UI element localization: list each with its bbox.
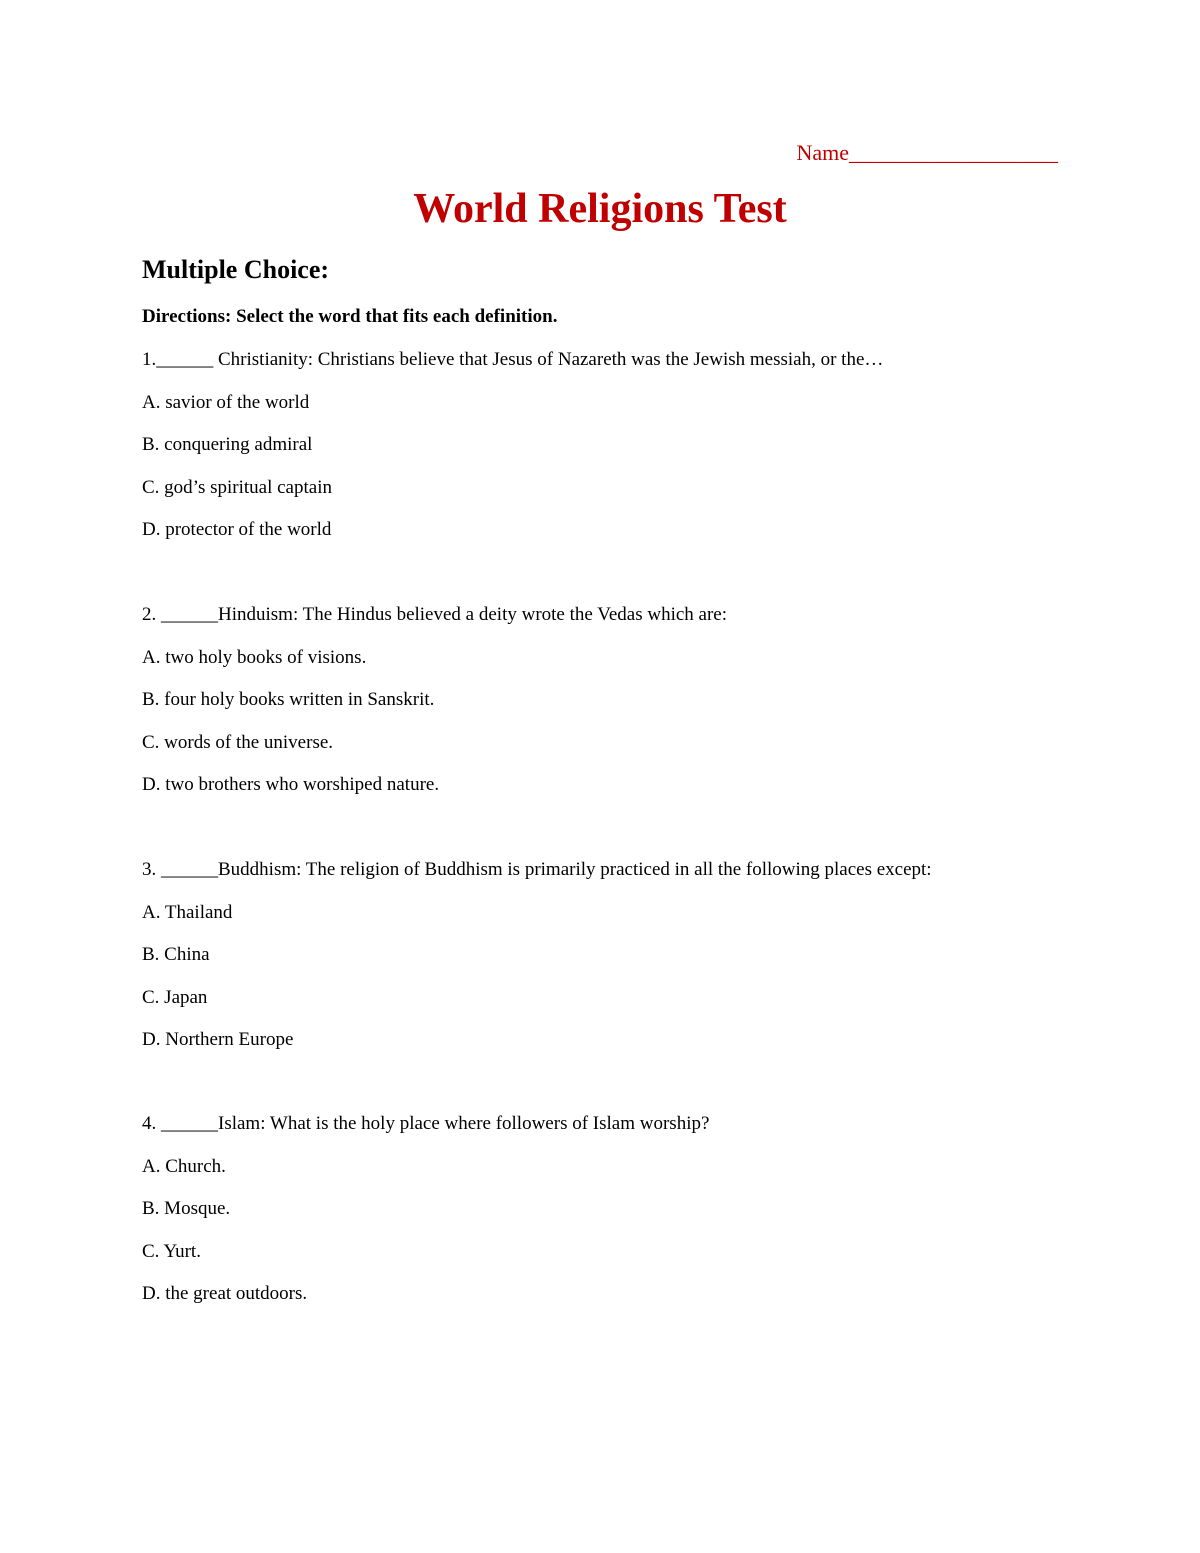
answer-option-c: C. god’s spiritual captain — [142, 476, 332, 498]
answer-option-d: D. Northern Europe — [142, 1029, 294, 1050]
question-2 — [142, 604, 1062, 817]
answer-option-c: C. words of the universe. — [142, 731, 334, 753]
page-title: World Religions Test — [413, 186, 787, 232]
answer-option-a: A. savior of the world — [142, 391, 310, 413]
answer-option-d: D. the great outdoors. — [142, 1283, 308, 1304]
question-3 — [142, 859, 1062, 1072]
question-1 — [142, 349, 1062, 562]
question-prompt: 4. ______Islam: What is the holy place where followers of Islam worship? — [142, 1113, 710, 1134]
answer-option-c: C. Yurt. — [142, 1240, 201, 1262]
answer-option-d: D. two brothers who worshiped nature. — [142, 774, 440, 795]
question-prompt: 2. ______Hinduism: The Hindus believed a deity wrote the Vedas which are: — [142, 604, 728, 625]
answer-option-a: A. two holy books of visions. — [142, 646, 367, 668]
name-field-label: Name___________________ — [796, 140, 1058, 165]
answer-option-b: B. Mosque. — [142, 1198, 231, 1219]
section-heading: Multiple Choice: — [142, 255, 330, 284]
answer-option-c: C. Japan — [142, 986, 208, 1008]
answer-option-b: B. four holy books written in Sanskrit. — [142, 689, 435, 710]
answer-option-d: D. protector of the world — [142, 519, 332, 540]
answer-option-a: A. Thailand — [142, 901, 233, 923]
answer-option-b: B. China — [142, 944, 210, 965]
question-4 — [142, 1113, 1062, 1326]
answer-option-a: A. Church. — [142, 1155, 226, 1177]
directions-text: Directions: Select the word that fits each definition. — [142, 306, 558, 327]
question-prompt: 3. ______Buddhism: The religion of Buddhism is primarily practiced in all the following places except: — [142, 859, 932, 880]
answer-option-b: B. conquering admiral — [142, 434, 313, 455]
question-prompt: 1.______ Christianity: Christians believe that Jesus of Nazareth was the Jewish messiah, or the… — [142, 349, 884, 370]
